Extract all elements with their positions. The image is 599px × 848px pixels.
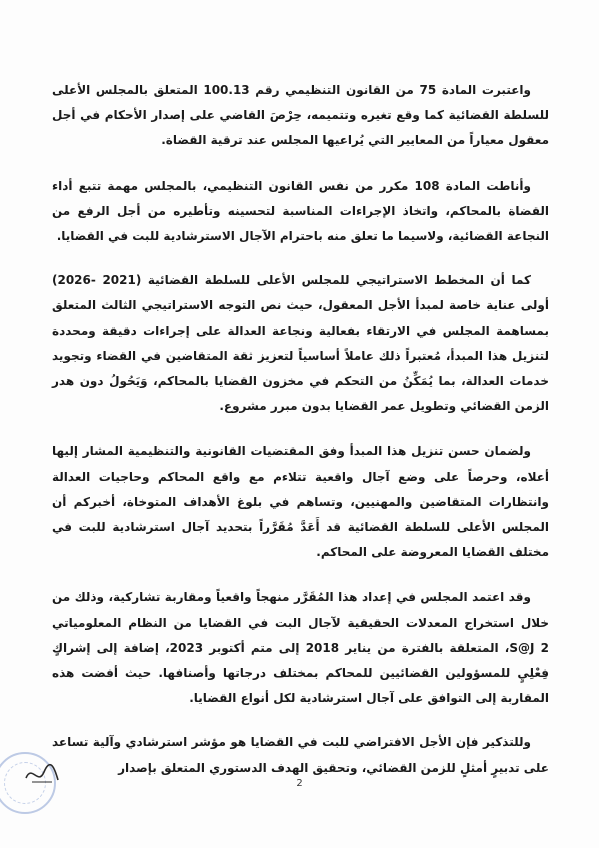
page-number: 2	[296, 778, 303, 789]
paragraph-reminder: وللتذكير فإن الأجل الافتراضي للبت في القضايا هو مؤشر استرشادي وآلية تساعد على تدبيرٍ أمثلٍ للزمن القضائي، وتحقيق الهدف الدستوري المتعلق بإصدار	[52, 735, 549, 775]
paragraph-implementation: ولضمان حسن تنزيل هذا المبدأ وفق المقتضيات القانونية والتنظيمية المشار إليها أعلاه، وحرصاً على وضع آجال واقعية تتلاءم مع واقع المحاكم وحاجيات العدالة وانتظارات المتقاضين والمهنيين، وتساهم في بلوغ الأهداف المتوخاة، أخبركم أن المجلس الأعلى للسلطة القضائية قد أَعَدَّ مُقَرَّراً بتحديد آجال استرشادية للبت في مختلف القضايا المعروضة على المحاكم.	[52, 444, 549, 560]
paragraph-strategic-plan: كما أن المخطط الاستراتيجي للمجلس الأعلى للسلطة القضائية (2021 -2026) أولى عناية خاصة لمبدأ الأجل المعقول، حيث نص التوجه الاستراتيجي الثالث المتعلق بمساهمة المجلس في الارتقاء بفعالية ونجاعة العدالة على إجراءات دقيقة ومحددة لتنزيل هذا المبدأ، مُعتبراً ذلك عاملاً أساسياً لتعزيز ثقة المتقاضين في القضاء وتجويد خدمات العدالة، بما يُمَكِّنُ من التحكم في مخزون القضايا بالمحاكم، وَيَحُولُ دون هدر الزمن القضائي وتطويل عمر القضايا بدون مبرر مشروع.	[52, 273, 549, 414]
paragraph-article-75: واعتبرت المادة 75 من القانون التنظيمي رقم 100.13 المتعلق بالمجلس الأعلى للسلطة القضائية كما وقع تغيره وتتميمه، حِرْصَ القاضي على إصدار الأحكام في أجل معقول معياراً من المعايير التي يُراعيها المجلس عند ترقية القضاة.	[52, 83, 549, 148]
paragraph-article-108: وأناطت المادة 108 مكرر من نفس القانون التنظيمي، بالمجلس مهمة تتبع أداء القضاة بالمحاكم، واتخاذ الإجراءات المناسبة لتحسينه وتأطيره من أجل الرفع من النجاعة القضائية، ولاسيما ما تعلق منه باحترام الآجال الاسترشادية للبت في القضايا.	[52, 178, 549, 244]
paragraph-methodology: وقد اعتمد المجلس في إعداد هذا المُقَرَّر منهجاً واقعياً ومقاربة تشاركية، وذلك من خلال استخراج المعدلات الحقيقية لآجال البت في القضايا من النظام المعلومياتي S@J 2، المتعلقة بالفترة من يناير 2018 إلى متم أكتوبر 2023، إضافة إلى إشراكٍ فِعْلِيٍ للمسؤولين القضائيين للمحاكم بمختلف درجاتها وأصنافها. حيث أفضت هذه المقاربة إلى التوافق على آجال استرشادية لكل أنواع القضايا.	[52, 590, 549, 706]
document-body	[52, 78, 549, 797]
signature-mark	[22, 760, 62, 790]
